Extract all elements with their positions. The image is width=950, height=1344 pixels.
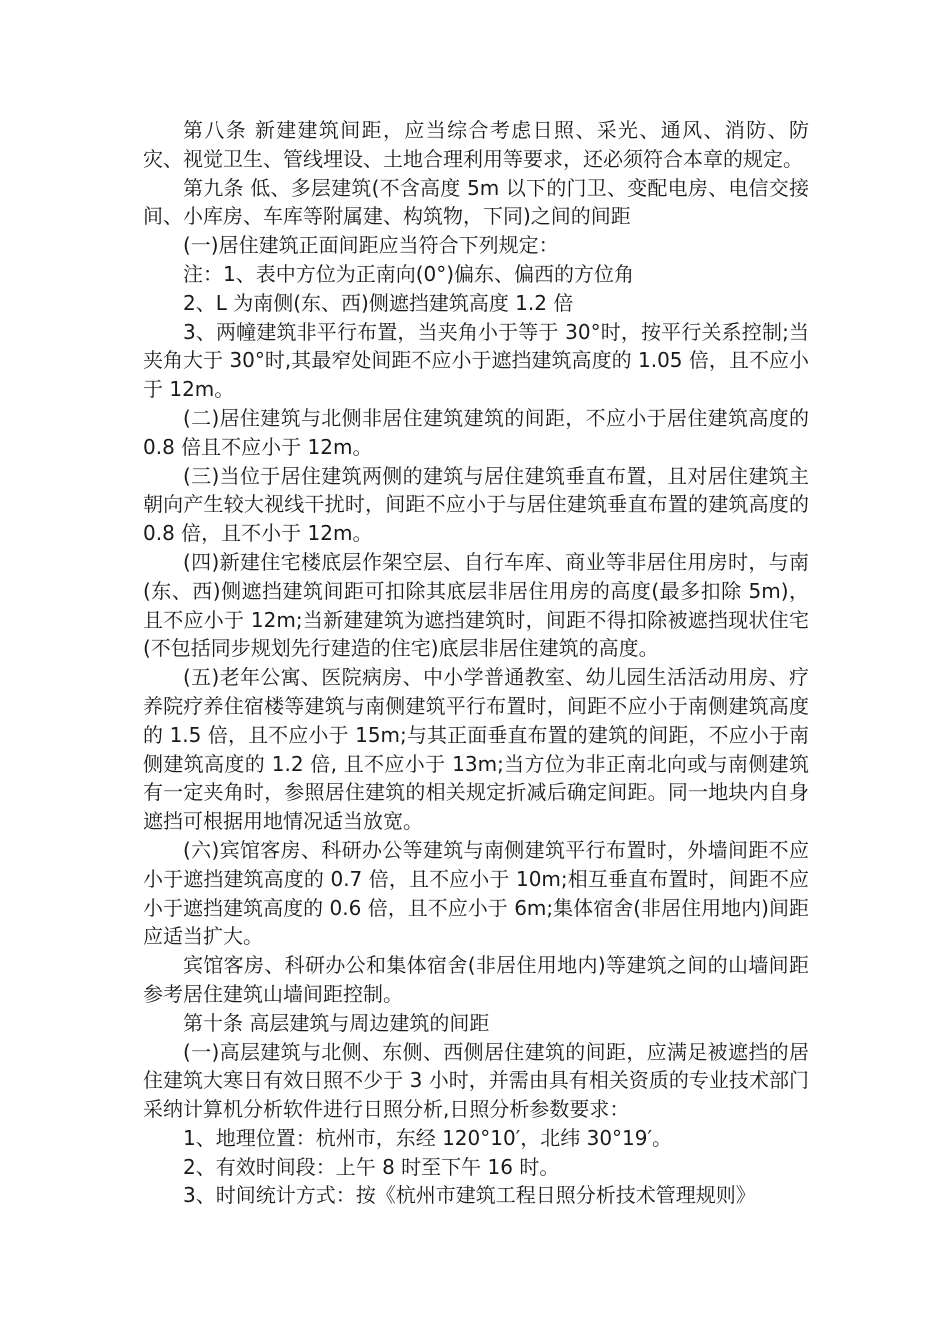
paragraph-article-10: 第十条 高层建筑与周边建筑的间距: [183, 1010, 490, 1035]
paragraph-param-time-period: 2、有效时间段：上午 8 时至下午 16 时。: [183, 1154, 560, 1179]
paragraph-note-1: 注：1、表中方位为正南向(0°)偏东、偏西的方位角: [183, 261, 635, 286]
paragraph-highrise-item-1: (一)高层建筑与北侧、东侧、西侧居住建筑的间距，应满足被遮挡的居住建筑大寒日有效日照不少于 3 小时，并需由具有相关资质的专业技术部门采纳计算机分析软件进行日照分析,日照分析参数要求：: [143, 1039, 809, 1122]
paragraph-param-time-method: 3、时间统计方式：按《杭州市建筑工程日照分析技术管理规则》: [183, 1183, 756, 1208]
paragraph-item-1: (一)居住建筑正面间距应当符合下列规定：: [183, 233, 559, 258]
paragraph-param-location: 1、地理位置：杭州市，东经 120°10′，北纬 30°19′。: [183, 1125, 673, 1150]
paragraph-article-8: 第八条 新建建筑间距，应当综合考虑日照、采光、通风、消防、防灾、视觉卫生、管线埋设、土地合理利用等要求，还必须符合本章的规定。: [143, 118, 809, 171]
paragraph-article-9: 第九条 低、多层建筑(不含高度 5m 以下的门卫、变配电房、电信交接间、小库房、车库等附属建、构筑物，下同)之间的间距: [143, 175, 809, 229]
document-body: [143, 116, 809, 1210]
paragraph-item-5: (五)老年公寓、医院病房、中小学普通教室、幼儿园生活活动用房、疗养院疗养住宿楼等建筑与南侧建筑平行布置时，间距不应小于南侧建筑高度的 1.5 倍，且不应小于 15m;与其正面垂直布置的建筑的间距，不应小于南侧建筑高度的 1.2 倍, 且不应小于 13m;当方位为非正南北向或与南侧建筑有一定夹角时，参照居住建筑的相关规定折减后确定间距。同一地块内自身遮挡可根据用地情况适当放宽。: [143, 665, 809, 834]
paragraph-item-4: (四)新建住宅楼底层作架空层、自行车库、商业等非居住用房时，与南(东、西)侧遮挡建筑间距可扣除其底层非居住用房的高度(最多扣除 5m)，且不应小于 12m;当新建建筑为遮挡建筑时，间距不得扣除被遮挡现状住宅(不包括同步规划先行建造的住宅)底层非居住建筑的高度。: [143, 549, 809, 661]
paragraph-item-2: (二)居住建筑与北侧非居住建筑建筑的间距，不应小于居住建筑高度的 0.8 倍且不应小于 12m。: [143, 405, 809, 459]
paragraph-item-3: (三)当位于居住建筑两侧的建筑与居住建筑垂直布置，且对居住建筑主朝向产生较大视线干扰时，间距不应小于与居住建筑垂直布置的建筑高度的 0.8 倍，且不小于 12m。: [143, 463, 809, 546]
paragraph-note-3: 3、两幢建筑非平行布置，当夹角小于等于 30°时，按平行关系控制;当夹角大于 30°时,其最窄处间距不应小于遮挡建筑高度的 1.05 倍，且不应小于 12m。: [143, 319, 809, 402]
paragraph-item-6: (六)宾馆客房、科研办公等建筑与南侧建筑平行布置时，外墙间距不应小于遮挡建筑高度的 0.7 倍，且不应小于 10m;相互垂直布置时，间距不应小于遮挡建筑高度的 0.6 倍，且不应小于 6m;集体宿舍(非居住用地内)间距应适当扩大。: [143, 837, 809, 949]
paragraph-gable-spacing: 宾馆客房、科研办公和集体宿舍(非居住用地内)等建筑之间的山墙间距参考居住建筑山墙间距控制。: [143, 953, 809, 1006]
paragraph-note-2: 2、L 为南侧(东、西)侧遮挡建筑高度 1.2 倍: [183, 290, 574, 315]
